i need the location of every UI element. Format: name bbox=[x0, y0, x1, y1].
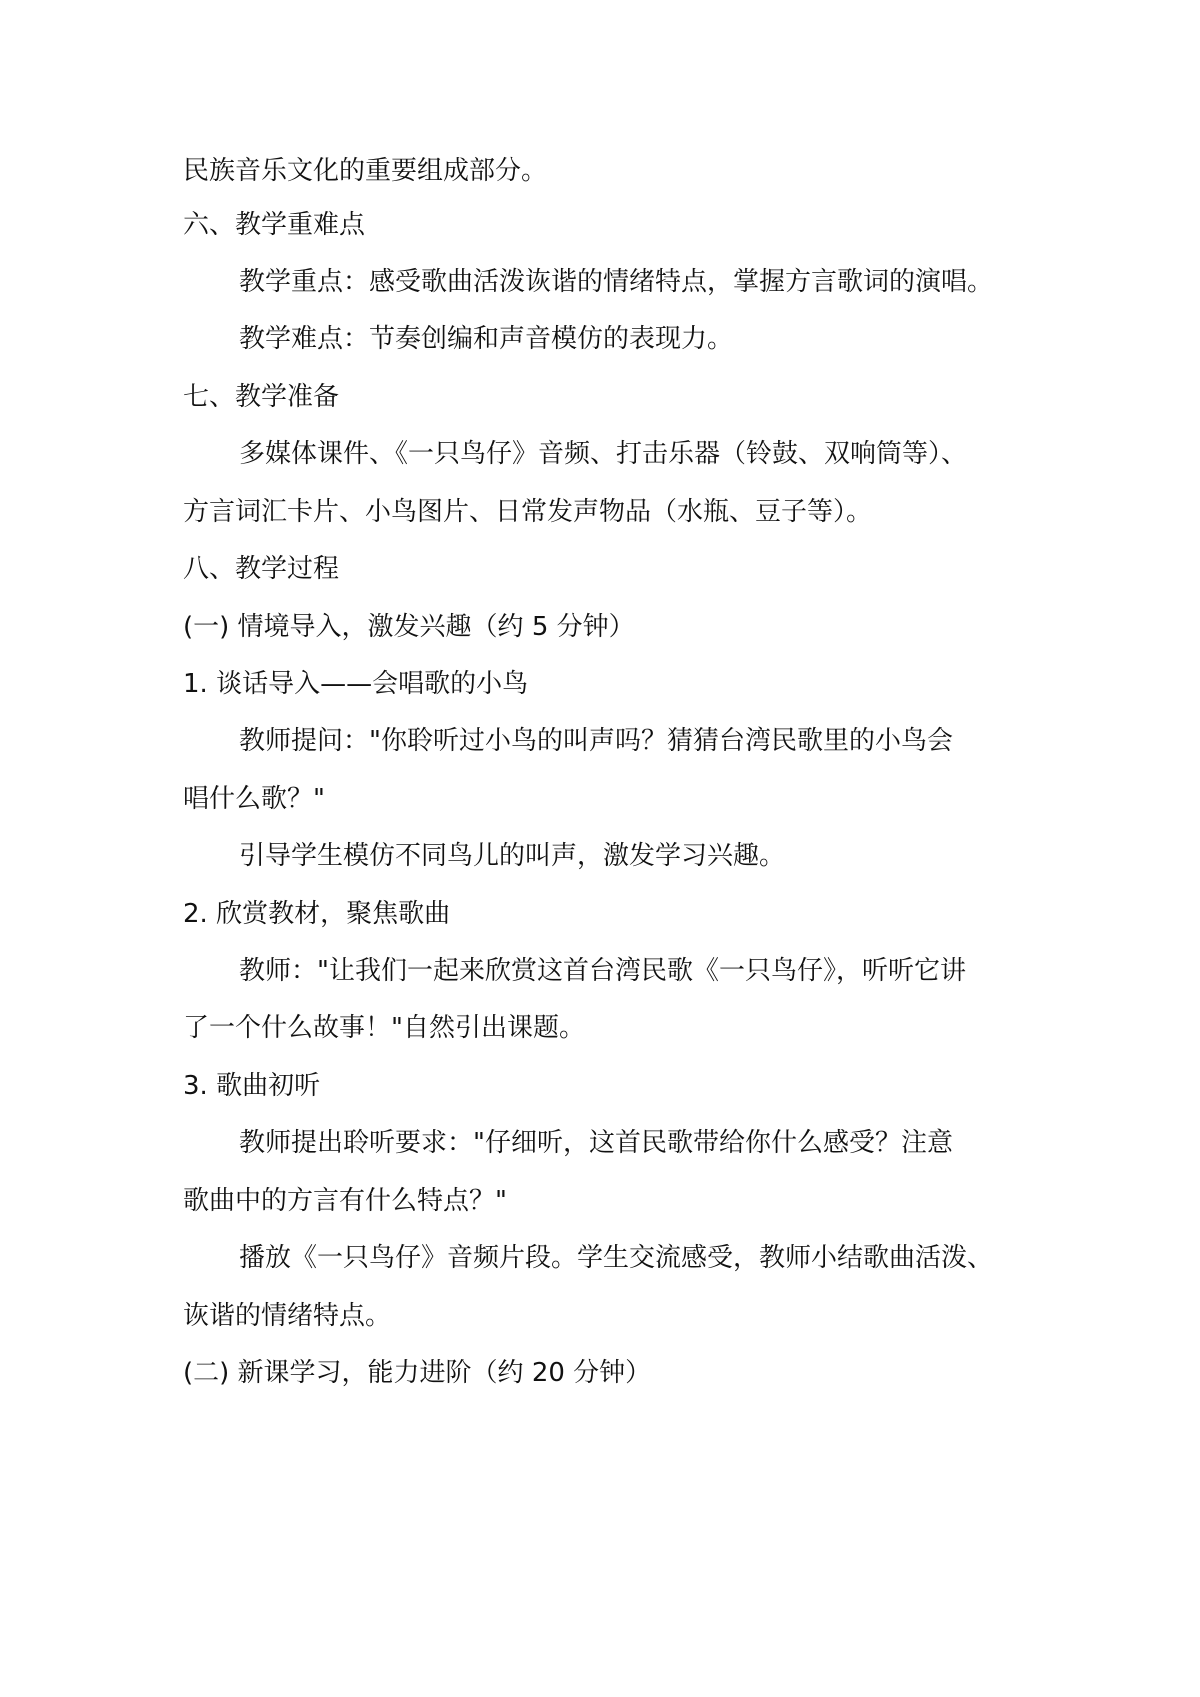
paragraph-line: 民族音乐文化的重要组成部分。 bbox=[183, 156, 548, 186]
paragraph-line: 教学重点：感受歌曲活泼诙谐的情绪特点，掌握方言歌词的演唱。 bbox=[239, 267, 994, 297]
numbered-heading: 1. 谈话导入——会唱歌的小鸟 bbox=[183, 669, 529, 699]
numbered-heading: 3. 歌曲初听 bbox=[183, 1071, 321, 1101]
paragraph-line: 歌曲中的方言有什么特点？" bbox=[183, 1186, 507, 1216]
section-heading: 六、教学重难点 bbox=[183, 210, 366, 240]
section-heading: 八、教学过程 bbox=[183, 554, 340, 584]
paragraph-line: 教师提出聆听要求："仔细听，这首民歌带给你什么感受？注意 bbox=[239, 1128, 953, 1158]
subsection-heading: (二) 新课学习，能力进阶（约 20 分钟） bbox=[183, 1358, 652, 1388]
section-heading: 七、教学准备 bbox=[183, 382, 340, 412]
paragraph-line: 了一个什么故事！"自然引出课题。 bbox=[183, 1013, 585, 1043]
paragraph-line: 教学难点：节奏创编和声音模仿的表现力。 bbox=[239, 324, 734, 354]
paragraph-line: 教师提问："你聆听过小鸟的叫声吗？猜猜台湾民歌里的小鸟会 bbox=[239, 726, 953, 756]
subsection-heading: (一) 情境导入，激发兴趣（约 5 分钟） bbox=[183, 612, 635, 642]
paragraph-line: 多媒体课件、《一只鸟仔》音频、打击乐器（铃鼓、双响筒等）、 bbox=[239, 439, 968, 469]
numbered-heading: 2. 欣赏教材，聚焦歌曲 bbox=[183, 899, 451, 929]
paragraph-line: 播放《一只鸟仔》音频片段。学生交流感受，教师小结歌曲活泼、 bbox=[239, 1243, 994, 1273]
paragraph-line: 方言词汇卡片、小鸟图片、日常发声物品（水瓶、豆子等）。 bbox=[183, 497, 873, 527]
paragraph-line: 唱什么歌？" bbox=[183, 784, 325, 814]
paragraph-line: 引导学生模仿不同鸟儿的叫声，激发学习兴趣。 bbox=[239, 841, 786, 871]
paragraph-line: 诙谐的情绪特点。 bbox=[183, 1301, 392, 1331]
paragraph-line: 教师："让我们一起来欣赏这首台湾民歌《一只鸟仔》，听听它讲 bbox=[239, 956, 966, 986]
